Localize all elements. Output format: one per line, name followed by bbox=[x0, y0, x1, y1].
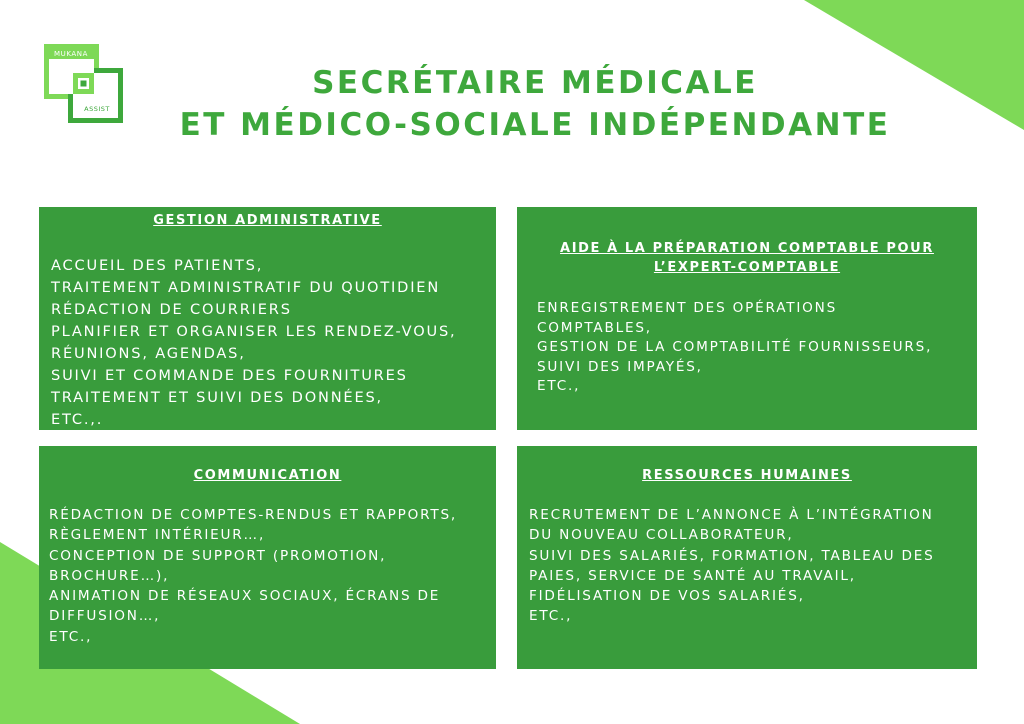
title-line-2: ET MÉDICO-SOCIALE INDÉPENDANTE bbox=[179, 107, 891, 143]
card-heading bbox=[39, 446, 496, 485]
card-body bbox=[51, 255, 457, 431]
card-line: RÉDACTION DE COURRIERS bbox=[51, 301, 292, 318]
card-line: FIDÉLISATION DE VOS SALARIÉS, bbox=[529, 588, 805, 605]
card-line: TRAITEMENT ET SUIVI DES DONNÉES, bbox=[51, 389, 383, 406]
card-aide-preparation-comptable bbox=[517, 207, 977, 430]
card-line: DIFFUSION…, bbox=[49, 608, 161, 625]
card-line: PLANIFIER ET ORGANISER LES RENDEZ-VOUS, bbox=[51, 323, 457, 340]
card-line: SUIVI ET COMMANDE DES FOURNITURES bbox=[51, 367, 408, 384]
card-heading bbox=[39, 207, 496, 230]
card-line: GESTION DE LA COMPTABILITÉ FOURNISSEURS, bbox=[537, 339, 933, 355]
card-line: RÉDACTION DE COMPTES-RENDUS ET RAPPORTS, bbox=[49, 507, 458, 523]
card-heading bbox=[517, 446, 977, 485]
card-heading-line: L’EXPERT-COMPTABLE bbox=[653, 260, 841, 275]
card-line: COMPTABLES, bbox=[537, 319, 652, 336]
card-line: BROCHURE…), bbox=[49, 567, 170, 584]
card-line: ETC., bbox=[49, 628, 93, 645]
card-line: RÈGLEMENT INTÉRIEUR…, bbox=[49, 527, 266, 544]
card-line: SUIVI DES SALARIÉS, FORMATION, TABLEAU DES bbox=[529, 547, 935, 564]
card-communication bbox=[39, 446, 496, 669]
card-line: CONCEPTION DE SUPPORT (PROMOTION, bbox=[49, 547, 387, 564]
card-heading-line: GESTION ADMINISTRATIVE bbox=[153, 213, 382, 228]
logo-top-text: MUKANA bbox=[53, 50, 89, 58]
card-line: ANIMATION DE RÉSEAUX SOCIAUX, ÉCRANS DE bbox=[49, 588, 441, 605]
page-title bbox=[120, 62, 950, 146]
card-line: ETC.,. bbox=[51, 411, 104, 428]
card-heading bbox=[517, 207, 977, 277]
card-heading-line: RESSOURCES HUMAINES bbox=[642, 468, 852, 483]
card-body bbox=[49, 505, 457, 647]
card-line: ENREGISTREMENT DES OPÉRATIONS bbox=[537, 300, 838, 316]
card-line: ACCUEIL DES PATIENTS, bbox=[51, 257, 264, 274]
title-line-1: SECRÉTAIRE MÉDICALE bbox=[312, 65, 758, 101]
card-ressources-humaines bbox=[517, 446, 977, 669]
card-line: RECRUTEMENT DE L’ANNONCE À L’INTÉGRATION bbox=[529, 507, 934, 523]
logo-bottom-text: ASSIST bbox=[84, 105, 110, 113]
card-body bbox=[537, 299, 932, 397]
card-line: ETC., bbox=[537, 378, 581, 394]
card-line: RÉUNIONS, AGENDAS, bbox=[51, 345, 246, 362]
card-body bbox=[529, 505, 935, 627]
card-line: PAIES, SERVICE DE SANTÉ AU TRAVAIL, bbox=[529, 567, 856, 584]
card-line: DU NOUVEAU COLLABORATEUR, bbox=[529, 527, 794, 544]
card-heading-line: AIDE À LA PRÉPARATION COMPTABLE POUR bbox=[560, 241, 934, 256]
mukana-assist-logo bbox=[42, 42, 126, 126]
card-line: ETC., bbox=[529, 608, 573, 625]
card-gestion-administrative bbox=[39, 207, 496, 430]
card-line: TRAITEMENT ADMINISTRATIF DU QUOTIDIEN bbox=[51, 279, 441, 296]
card-heading-line: COMMUNICATION bbox=[193, 468, 342, 483]
card-line: SUIVI DES IMPAYÉS, bbox=[537, 358, 703, 375]
